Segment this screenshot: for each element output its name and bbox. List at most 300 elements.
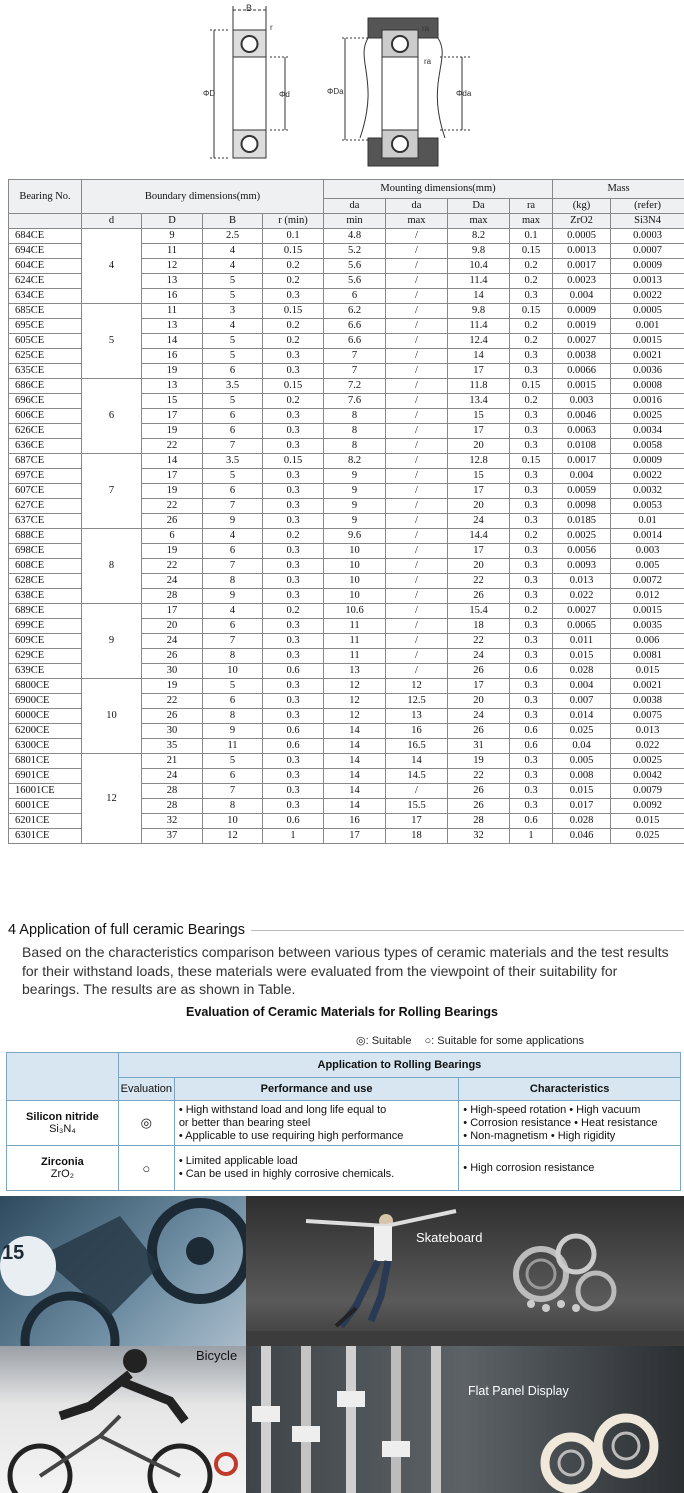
- sub2-min: min: [324, 214, 386, 229]
- characteristics-text: • High corrosion resistance: [459, 1146, 681, 1191]
- table-cell: 14: [142, 334, 203, 349]
- table-row: [9, 679, 684, 694]
- table-cell: 17: [448, 364, 510, 379]
- table-cell: 0.0003: [611, 229, 684, 244]
- table-cell: 0.013: [553, 574, 611, 589]
- table-cell: 30: [142, 664, 203, 679]
- ev-row-zirconia: [7, 1146, 681, 1191]
- table-cell: 17: [142, 469, 203, 484]
- table-cell: 0.0022: [611, 469, 684, 484]
- table-cell: 0.3: [510, 514, 553, 529]
- table-cell: 0.2: [510, 394, 553, 409]
- table-cell: 28: [448, 814, 510, 829]
- legend-suitable: ◎: Suitable: [356, 1035, 412, 1047]
- table-cell: 0.3: [510, 784, 553, 799]
- table-cell: 8: [324, 439, 386, 454]
- section-paragraph: Based on the characteristics comparison between various types of ceramic materials and the test results for their withstand loads, these materials were evaluated from the viewpoint of their suitability for bearings. The results are as shown in Table.: [22, 944, 669, 997]
- table-cell: 0.3: [510, 709, 553, 724]
- table-cell: 4: [203, 529, 263, 544]
- bearing-drawings: [0, 0, 684, 178]
- table-cell: 7: [324, 349, 386, 364]
- table-cell: /: [386, 259, 448, 274]
- sub1-da-min: da: [324, 199, 386, 214]
- table-cell: 14: [324, 769, 386, 784]
- table-cell: 0.004: [553, 469, 611, 484]
- bearing-no-cell: 6901CE: [9, 769, 82, 784]
- sub2-zro2: ZrO2: [553, 214, 611, 229]
- table-cell: 6.6: [324, 334, 386, 349]
- table-row: [9, 754, 684, 769]
- table-cell: 0.007: [553, 694, 611, 709]
- table-cell: 5: [203, 334, 263, 349]
- label-Da: ΦDa: [327, 87, 344, 96]
- sub2-max1: max: [386, 214, 448, 229]
- sub2-max2: max: [448, 214, 510, 229]
- table-cell: 0.2: [263, 604, 324, 619]
- legend-some: ○: Suitable for some applications: [424, 1035, 585, 1047]
- table-cell: 0.3: [510, 349, 553, 364]
- table-cell: 0.025: [553, 724, 611, 739]
- table-cell: 0.014: [553, 709, 611, 724]
- table-cell: 0.6: [263, 814, 324, 829]
- flat-panel-graphic: [246, 1346, 684, 1493]
- table-cell: 7: [203, 559, 263, 574]
- table-cell: 28: [142, 589, 203, 604]
- table-cell: 11: [203, 739, 263, 754]
- bearing-no-cell: 686CE: [9, 379, 82, 394]
- table-cell: 18: [386, 829, 448, 844]
- table-cell: 22: [142, 694, 203, 709]
- table-cell: 19: [142, 544, 203, 559]
- table-cell: 8: [324, 409, 386, 424]
- moto-number: 15: [2, 1242, 25, 1264]
- bearing-no-cell: 636CE: [9, 439, 82, 454]
- table-cell: 22: [448, 634, 510, 649]
- bearing-no-cell: 609CE: [9, 634, 82, 649]
- table-cell: 13: [324, 664, 386, 679]
- table-cell: 19: [142, 679, 203, 694]
- table-cell: 0.005: [611, 559, 684, 574]
- table-cell: 13.4: [448, 394, 510, 409]
- table-cell: 0.3: [263, 439, 324, 454]
- table-cell: /: [386, 634, 448, 649]
- table-cell: 22: [142, 559, 203, 574]
- bearing-no-cell: 695CE: [9, 319, 82, 334]
- table-cell: 37: [142, 829, 203, 844]
- bearing-no-cell: 694CE: [9, 244, 82, 259]
- table-cell: 0.0042: [611, 769, 684, 784]
- table-cell: 21: [142, 754, 203, 769]
- bearing-no-cell: 688CE: [9, 529, 82, 544]
- table-cell: 6: [203, 409, 263, 424]
- bearing-no-cell: 637CE: [9, 514, 82, 529]
- sub2-d: d: [82, 214, 142, 229]
- sub2-rmin: r (min): [263, 214, 324, 229]
- bearing-no-cell: 6800CE: [9, 679, 82, 694]
- table-cell: 6: [203, 484, 263, 499]
- table-cell: 13: [142, 379, 203, 394]
- table-cell: 0.3: [263, 469, 324, 484]
- table-cell: 12: [324, 709, 386, 724]
- bearing-no-cell: 699CE: [9, 619, 82, 634]
- table-cell: 24: [142, 634, 203, 649]
- table-cell: /: [386, 274, 448, 289]
- table-cell: 26: [142, 649, 203, 664]
- table-cell: 0.0007: [611, 244, 684, 259]
- table-cell: 11.8: [448, 379, 510, 394]
- table-cell: 0.0021: [611, 679, 684, 694]
- table-cell: 0.015: [611, 664, 684, 679]
- table-cell: 0.2: [263, 529, 324, 544]
- ev-app-header: Application to Rolling Bearings: [118, 1053, 680, 1078]
- table-cell: 0.0093: [553, 559, 611, 574]
- table-cell: 17: [448, 679, 510, 694]
- table-cell: 0.15: [263, 244, 324, 259]
- table-cell: 0.3: [510, 799, 553, 814]
- table-cell: 5: [203, 679, 263, 694]
- table-cell: 11: [142, 244, 203, 259]
- sub1-da-max: da: [386, 199, 448, 214]
- table-cell: 28: [142, 799, 203, 814]
- table-cell: 0.2: [510, 274, 553, 289]
- bearing-no-cell: 698CE: [9, 544, 82, 559]
- table-cell: 0.3: [510, 289, 553, 304]
- table-cell: 3.5: [203, 454, 263, 469]
- table-cell: /: [386, 619, 448, 634]
- table-cell: 0.3: [263, 544, 324, 559]
- evaluation-title: Evaluation of Ceramic Materials for Rolling Bearings: [186, 1005, 498, 1019]
- table-cell: 15.4: [448, 604, 510, 619]
- label-b: B: [246, 3, 253, 13]
- table-cell: 0.0009: [611, 259, 684, 274]
- table-cell: 11: [142, 304, 203, 319]
- table-cell: 0.0019: [553, 319, 611, 334]
- table-cell: 18: [448, 619, 510, 634]
- table-cell: 0.3: [263, 364, 324, 379]
- table-cell: 0.15: [263, 304, 324, 319]
- table-cell: 9: [203, 514, 263, 529]
- table-cell: 0.0009: [553, 304, 611, 319]
- table-cell: 12.8: [448, 454, 510, 469]
- table-cell: 0.0079: [611, 784, 684, 799]
- table-cell: 19: [142, 424, 203, 439]
- table-cell: 4: [203, 259, 263, 274]
- table-cell: 4.8: [324, 229, 386, 244]
- table-cell: 0.3: [510, 649, 553, 664]
- evaluation-legend: [356, 1034, 594, 1047]
- bearing-no-cell: 627CE: [9, 499, 82, 514]
- table-cell: 0.3: [510, 544, 553, 559]
- table-cell: 0.0021: [611, 349, 684, 364]
- bearing-no-cell: 16001CE: [9, 784, 82, 799]
- table-cell: 0.3: [510, 754, 553, 769]
- table-cell: 20: [448, 499, 510, 514]
- table-cell: 0.2: [510, 529, 553, 544]
- table-cell: 19: [142, 484, 203, 499]
- table-cell: 0.046: [553, 829, 611, 844]
- table-cell: 0.0035: [611, 619, 684, 634]
- table-cell: 10.6: [324, 604, 386, 619]
- table-cell: 13: [142, 319, 203, 334]
- table-cell: 12.4: [448, 334, 510, 349]
- table-cell: /: [386, 304, 448, 319]
- table-cell: /: [386, 529, 448, 544]
- table-cell: 14.5: [386, 769, 448, 784]
- bore-d-cell: 4: [82, 229, 142, 304]
- table-cell: 0.0016: [611, 394, 684, 409]
- table-cell: 5: [203, 754, 263, 769]
- table-cell: 17: [448, 484, 510, 499]
- table-cell: 0.0013: [611, 274, 684, 289]
- table-cell: 0.6: [263, 664, 324, 679]
- table-cell: /: [386, 484, 448, 499]
- table-cell: /: [386, 439, 448, 454]
- table-cell: 22: [142, 439, 203, 454]
- table-cell: 0.0025: [553, 529, 611, 544]
- table-cell: 0.015: [553, 649, 611, 664]
- table-cell: 0.004: [553, 289, 611, 304]
- table-cell: 8: [203, 799, 263, 814]
- bearing-no-cell: 6000CE: [9, 709, 82, 724]
- table-cell: /: [386, 604, 448, 619]
- table-cell: 0.0065: [553, 619, 611, 634]
- table-cell: 24: [142, 574, 203, 589]
- table-cell: 15: [448, 409, 510, 424]
- table-cell: 20: [448, 559, 510, 574]
- table-cell: 6: [203, 364, 263, 379]
- table-cell: 12: [324, 679, 386, 694]
- table-cell: 0.015: [611, 814, 684, 829]
- table-cell: 7: [324, 364, 386, 379]
- table-cell: /: [386, 349, 448, 364]
- table-cell: 0.3: [263, 679, 324, 694]
- skateboard-label: Skateboard: [416, 1230, 483, 1245]
- table-cell: 4: [203, 244, 263, 259]
- table-cell: 0.0015: [611, 604, 684, 619]
- table-cell: 32: [448, 829, 510, 844]
- bore-d-cell: 7: [82, 454, 142, 529]
- table-cell: 0.3: [263, 484, 324, 499]
- ev-col-performance: Performance and use: [174, 1078, 458, 1101]
- table-cell: 4: [203, 604, 263, 619]
- table-cell: 16: [142, 349, 203, 364]
- table-cell: 0.0185: [553, 514, 611, 529]
- bearing-no-cell: 6201CE: [9, 814, 82, 829]
- table-cell: 0.0025: [611, 754, 684, 769]
- bearing-no-cell: 608CE: [9, 559, 82, 574]
- table-cell: 0.028: [553, 814, 611, 829]
- sub2-max3: max: [510, 214, 553, 229]
- table-cell: 14: [142, 454, 203, 469]
- table-cell: /: [386, 334, 448, 349]
- table-cell: 5.6: [324, 274, 386, 289]
- bearing-no-cell: 689CE: [9, 604, 82, 619]
- table-cell: 0.3: [510, 439, 553, 454]
- sub2-blank: [9, 214, 82, 229]
- performance-text: • Limited applicable load • Can be used in highly corrosive chemicals.: [174, 1146, 458, 1191]
- table-cell: 0.0066: [553, 364, 611, 379]
- table-cell: 0.0015: [553, 379, 611, 394]
- table-row: [9, 529, 684, 544]
- table-cell: 0.3: [510, 634, 553, 649]
- table-cell: 0.0027: [553, 604, 611, 619]
- table-cell: 0.3: [510, 574, 553, 589]
- table-cell: 0.0046: [553, 409, 611, 424]
- table-cell: 6: [203, 544, 263, 559]
- bearing-no-cell: 604CE: [9, 259, 82, 274]
- bearing-no-cell: 697CE: [9, 469, 82, 484]
- label-ra: ra: [424, 57, 432, 66]
- section-header: [8, 919, 684, 943]
- bearing-no-cell: 629CE: [9, 649, 82, 664]
- bearing-no-cell: 684CE: [9, 229, 82, 244]
- bearing-no-cell: 634CE: [9, 289, 82, 304]
- table-cell: 11.4: [448, 319, 510, 334]
- label-r: r: [270, 23, 273, 32]
- table-cell: 0.022: [553, 589, 611, 604]
- table-cell: 9.8: [448, 304, 510, 319]
- table-cell: 0.2: [263, 259, 324, 274]
- table-cell: 10: [324, 574, 386, 589]
- table-cell: 0.6: [510, 814, 553, 829]
- table-cell: 13: [142, 274, 203, 289]
- sub1-Da: Da: [448, 199, 510, 214]
- table-cell: 9.8: [448, 244, 510, 259]
- bearing-no-cell: 638CE: [9, 589, 82, 604]
- table-cell: 0.15: [510, 244, 553, 259]
- evaluation-table: [6, 1052, 681, 1191]
- table-cell: 0.6: [263, 739, 324, 754]
- table-cell: 0.017: [553, 799, 611, 814]
- table-cell: 32: [142, 814, 203, 829]
- performance-text: • High withstand load and long life equal to or better than bearing steel • Applicable to use requiring high performance: [174, 1101, 458, 1146]
- table-cell: 11.4: [448, 274, 510, 289]
- table-cell: 0.3: [263, 784, 324, 799]
- table-cell: 28: [142, 784, 203, 799]
- table-cell: 0.3: [263, 619, 324, 634]
- sub2-D: D: [142, 214, 203, 229]
- table-cell: /: [386, 469, 448, 484]
- table-cell: 0.003: [553, 394, 611, 409]
- table-cell: 0.3: [263, 349, 324, 364]
- table-cell: 0.3: [510, 679, 553, 694]
- table-cell: 0.0098: [553, 499, 611, 514]
- table-cell: 9: [142, 229, 203, 244]
- bearing-no-cell: 605CE: [9, 334, 82, 349]
- table-cell: 0.0017: [553, 454, 611, 469]
- table-cell: 0.3: [263, 634, 324, 649]
- table-cell: 0.3: [510, 364, 553, 379]
- table-cell: 0.0075: [611, 709, 684, 724]
- bearing-no-cell: 6301CE: [9, 829, 82, 844]
- bicycle-label: Bicycle: [196, 1348, 238, 1363]
- col-boundary: Boundary dimensions(mm): [82, 180, 324, 214]
- table-cell: 0.0056: [553, 544, 611, 559]
- table-cell: 0.3: [263, 754, 324, 769]
- table-cell: 0.006: [611, 634, 684, 649]
- table-cell: 17: [448, 544, 510, 559]
- table-cell: 35: [142, 739, 203, 754]
- table-cell: 0.0009: [611, 454, 684, 469]
- characteristics-text: • High-speed rotation • High vacuum • Corrosion resistance • Heat resistance • Non-magnetism • High rigidity: [459, 1101, 681, 1146]
- table-cell: 0.028: [553, 664, 611, 679]
- table-cell: 6: [142, 529, 203, 544]
- bore-d-cell: 8: [82, 529, 142, 604]
- col-mounting: Mounting dimensions(mm): [324, 180, 553, 199]
- table-cell: 0.3: [263, 574, 324, 589]
- bearing-no-cell: 635CE: [9, 364, 82, 379]
- section-title: 4 Application of full ceramic Bearings: [8, 919, 251, 941]
- table-cell: 0.0108: [553, 439, 611, 454]
- bore-d-cell: 10: [82, 679, 142, 754]
- bearing-no-cell: 687CE: [9, 454, 82, 469]
- table-cell: 20: [448, 439, 510, 454]
- application-photos: [0, 1196, 684, 1493]
- table-cell: 0.015: [553, 784, 611, 799]
- ev-row-silicon-nitride: [7, 1101, 681, 1146]
- bore-d-cell: 9: [82, 604, 142, 679]
- table-cell: /: [386, 394, 448, 409]
- ev-col-evaluation: Evaluation: [118, 1078, 174, 1101]
- label-d: Φd: [279, 90, 290, 99]
- table-cell: 0.6: [263, 724, 324, 739]
- label-da: Φda: [456, 89, 472, 98]
- table-cell: 0.008: [553, 769, 611, 784]
- table-cell: 0.005: [553, 754, 611, 769]
- table-cell: 26: [448, 724, 510, 739]
- table-cell: 30: [142, 724, 203, 739]
- bore-d-cell: 5: [82, 304, 142, 379]
- table-cell: 24: [448, 514, 510, 529]
- table-cell: 0.0025: [611, 409, 684, 424]
- table-cell: 0.3: [263, 709, 324, 724]
- table-cell: 0.011: [553, 634, 611, 649]
- table-cell: 31: [448, 739, 510, 754]
- table-cell: 12: [324, 694, 386, 709]
- table-cell: 17: [142, 604, 203, 619]
- table-cell: 0.3: [263, 409, 324, 424]
- table-cell: 16: [142, 289, 203, 304]
- table-cell: 24: [448, 709, 510, 724]
- bearing-no-cell: 6801CE: [9, 754, 82, 769]
- table-cell: 10: [324, 559, 386, 574]
- bore-d-cell: 6: [82, 379, 142, 454]
- table-cell: /: [386, 244, 448, 259]
- table-cell: 7: [203, 784, 263, 799]
- table-cell: 0.0013: [553, 244, 611, 259]
- ev-col-characteristics: Characteristics: [459, 1078, 681, 1101]
- table-cell: /: [386, 784, 448, 799]
- table-cell: /: [386, 409, 448, 424]
- motocross-graphic: [0, 1196, 246, 1346]
- bearing-spec-table: [8, 179, 684, 844]
- table-cell: 17: [386, 814, 448, 829]
- table-cell: 0.3: [510, 769, 553, 784]
- table-cell: /: [386, 574, 448, 589]
- table-cell: 6.2: [324, 304, 386, 319]
- table-cell: 9.6: [324, 529, 386, 544]
- table-cell: 12.5: [386, 694, 448, 709]
- motocross-photo: [0, 1196, 246, 1346]
- table-cell: 5: [203, 469, 263, 484]
- bore-d-cell: 12: [82, 754, 142, 844]
- table-cell: /: [386, 424, 448, 439]
- table-cell: 1: [510, 829, 553, 844]
- table-cell: 12: [203, 829, 263, 844]
- table-cell: 0.3: [263, 589, 324, 604]
- table-cell: 0.2: [263, 334, 324, 349]
- table-cell: 10: [324, 589, 386, 604]
